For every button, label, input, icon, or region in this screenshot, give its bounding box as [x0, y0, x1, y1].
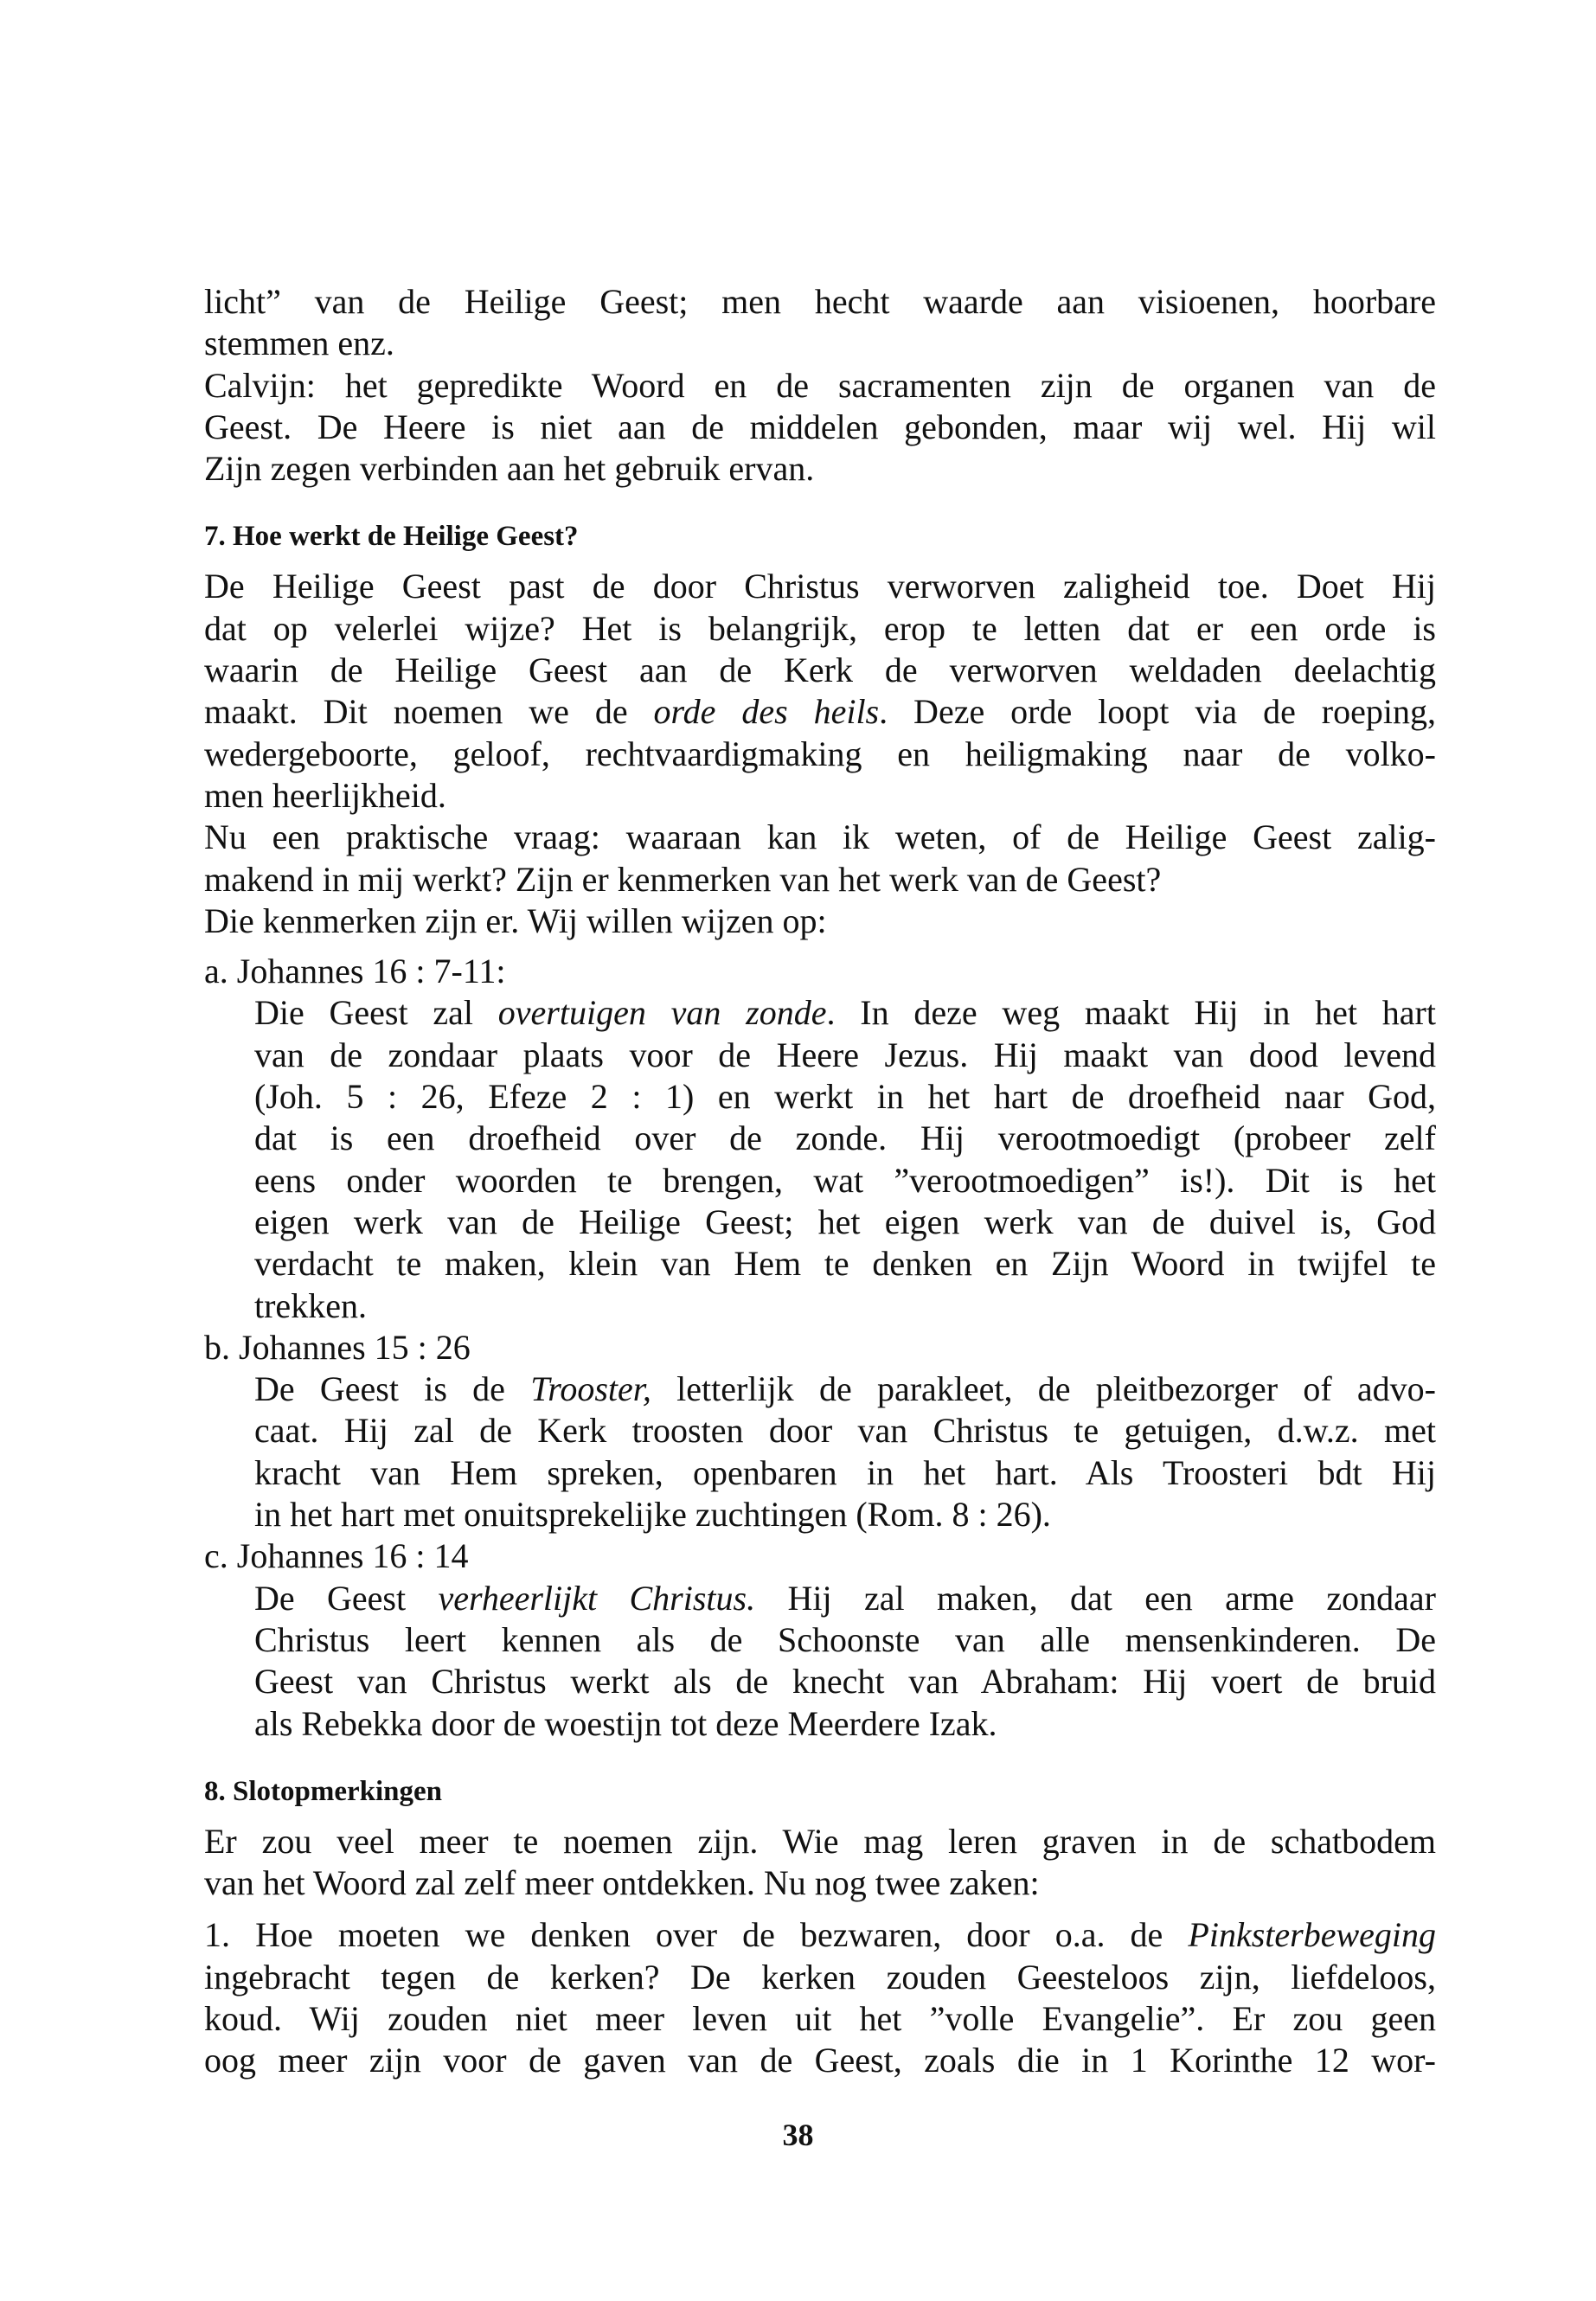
list-item-ref: c. Johannes 16 : 14: [204, 1536, 469, 1576]
text-run: maakt. Dit noemen we de: [204, 692, 654, 732]
text-line: trekken.: [254, 1285, 367, 1325]
text-line: Geest. De Heere is niet aan de middelen gebonden, maar wij wel. Hij wil: [204, 407, 1436, 446]
text-line: [204, 992, 1436, 1034]
text-run: . In deze weg maakt Hij in het hart: [826, 993, 1436, 1033]
text-line: verdacht te maken, klein van Hem te denken en Zijn Woord in twijfel te: [254, 1244, 1436, 1284]
text-line: licht” van de Heilige Geest; men hecht waarde aan visioenen, hoorbare: [204, 282, 1436, 321]
intro-paragraph: [204, 281, 1436, 2082]
text-line: Zijn zegen verbinden aan het gebruik ervan.: [204, 449, 815, 489]
text-line: [204, 691, 1436, 733]
text-line: van het Woord zal zelf meer ontdekken. Nu nog twee zaken:: [204, 1863, 1040, 1903]
text-line: men heerlijkheid.: [204, 775, 446, 815]
emphasis-text: overtuigen van zonde: [497, 993, 827, 1033]
text-line: ingebracht tegen de kerken? De kerken zouden Geesteloos zijn, liefdeloos,: [204, 1957, 1436, 1997]
text-line: Nu een praktische vraag: waaraan kan ik weten, of de Heilige Geest zalig-: [204, 817, 1436, 857]
text-line: De Heilige Geest past de door Christus verworven zaligheid toe. Doet Hij: [204, 567, 1436, 606]
text-line: Christus leert kennen als de Schoonste van alle mensenkinderen. De: [254, 1619, 1436, 1659]
section-heading-7: 7. Hoe werkt de Heilige Geest?: [204, 521, 579, 553]
text-line: Geest van Christus werkt als de knecht van Abraham: Hij voert de bruid: [254, 1662, 1436, 1702]
text-line: eigen werk van de Heilige Geest; het eigen werk van de duivel is, God: [254, 1202, 1436, 1241]
text-line: [204, 1578, 1436, 1619]
text-line: kracht van Hem spreken, openbaren in het hart. Als Troosteri bdt Hij: [254, 1452, 1436, 1492]
emphasis-text: Pinksterbeweging: [1188, 1915, 1436, 1955]
text-line: caat. Hij zal de Kerk troosten door van Christus te getuigen, d.w.z. met: [254, 1411, 1436, 1451]
text-line: eens onder woorden te brengen, wat ”verootmoedigen” is!). Dit is het: [254, 1160, 1436, 1200]
page-number: 38: [782, 2118, 814, 2152]
text-line: [204, 1368, 1436, 1410]
text-line: wedergeboorte, geloof, rechtvaardigmaking en heiligmaking naar de volko-: [204, 734, 1436, 773]
text-line: oog meer zijn voor de gaven van de Geest, zoals die in 1 Korinthe 12 wor-: [204, 2041, 1436, 2080]
text-line: dat op velerlei wijze? Het is belangrijk, erop te letten dat er een orde is: [204, 608, 1436, 648]
text-line: van de zondaar plaats voor de Heere Jezus. Hij maakt van dood levend: [254, 1035, 1436, 1074]
list-item-ref: a. Johannes 16 : 7-11:: [204, 952, 506, 991]
text-line: [204, 1914, 1436, 1956]
text-line: koud. Wij zouden niet meer leven uit het ”volle Evangelie”. Er zou geen: [204, 1998, 1436, 2038]
text-run: letterlijk de parakleet, de pleitbezorger of advo-: [651, 1369, 1437, 1409]
emphasis-text: verheerlijkt Christus.: [438, 1578, 756, 1618]
text-line: makend in mij werkt? Zijn er kenmerken van het werk van de Geest?: [204, 859, 1162, 899]
list-item-ref: b. Johannes 15 : 26: [204, 1327, 471, 1367]
emphasis-text: orde des heils: [653, 692, 880, 732]
text-run: Hij zal maken, dat een arme zondaar: [755, 1578, 1436, 1618]
text-run: 1. Hoe moeten we denken over de bezwaren, door o.a. de: [204, 1915, 1189, 1955]
text-line: als Rebekka door de woestijn tot deze Meerdere Izak.: [254, 1703, 997, 1743]
text-line: Calvijn: het gepredikte Woord en de sacramenten zijn de organen van de: [204, 365, 1436, 405]
text-run: . Deze orde loopt via de roeping,: [879, 692, 1436, 732]
text-run: Die Geest zal: [254, 993, 498, 1033]
text-run: De Geest is de: [254, 1369, 531, 1409]
text-line: (Joh. 5 : 26, Efeze 2 : 1) en werkt in het hart de droefheid naar God,: [254, 1077, 1436, 1117]
section-heading-8: 8. Slotopmerkingen: [204, 1775, 443, 1807]
text-line: in het hart met onuitsprekelijke zuchtingen (Rom. 8 : 26).: [254, 1495, 1051, 1535]
text-line: stemmen enz.: [204, 324, 394, 363]
text-line: dat is een droefheid over de zonde. Hij verootmoedigt (probeer zelf: [254, 1118, 1436, 1158]
emphasis-text: Trooster,: [530, 1369, 651, 1409]
text-line: Er zou veel meer te noemen zijn. Wie mag leren graven in de schatbodem: [204, 1821, 1436, 1861]
text-line: waarin de Heilige Geest aan de Kerk de verworven weldaden deelachtig: [204, 651, 1436, 690]
text-run: De Geest: [254, 1578, 439, 1618]
text-line: Die kenmerken zijn er. Wij willen wijzen op:: [204, 901, 827, 940]
